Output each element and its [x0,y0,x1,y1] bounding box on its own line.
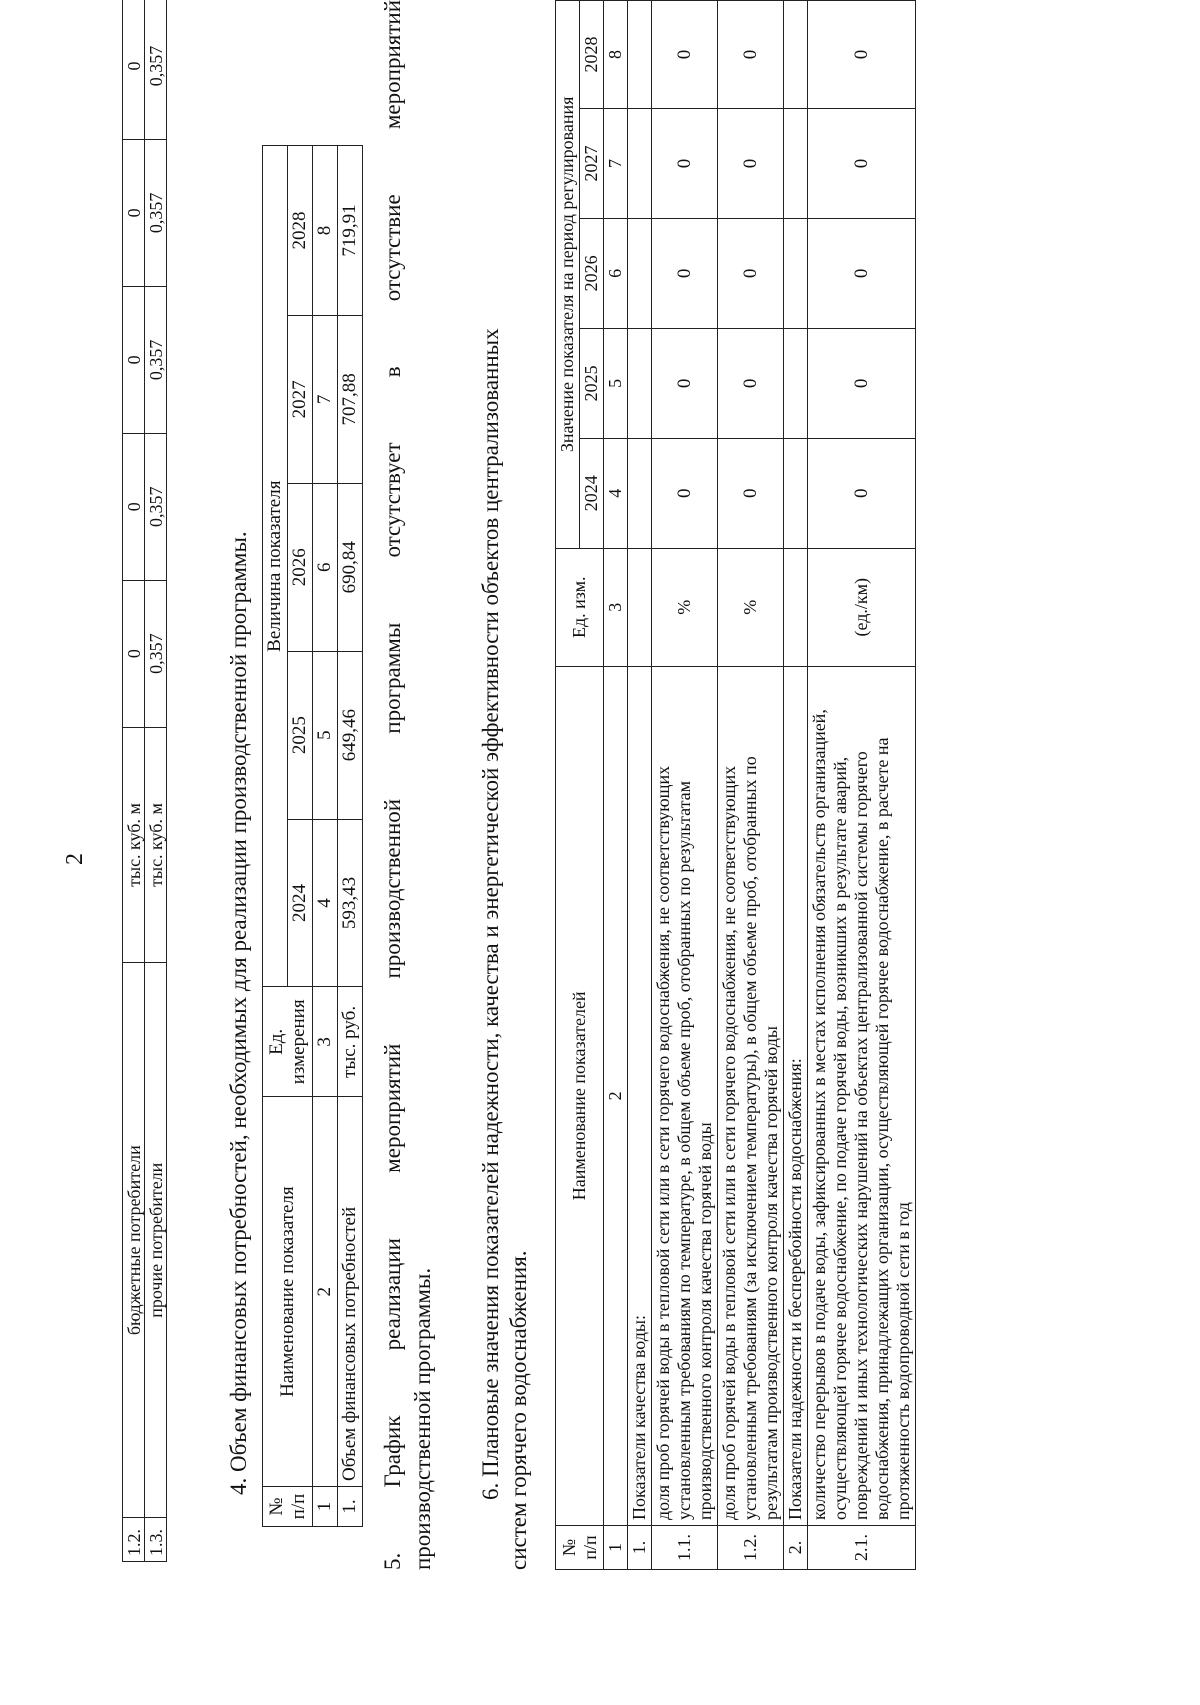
column-index: 1 [604,1526,628,1570]
row-name: Объем финансовых потребностей [338,1097,363,1487]
indicator-value: 0 [808,109,916,219]
empty-cell [784,218,808,328]
column-index: 1 [313,1487,338,1527]
column-index: 6 [313,483,338,651]
row-value: 0 [123,139,145,286]
col-unit-header: Ед. измерения [263,987,313,1097]
empty-cell [628,109,652,219]
year-header: 2026 [288,483,313,651]
value-2024: 593,43 [338,819,363,987]
column-index: 2 [313,1097,338,1487]
indicator-value: 0 [718,438,784,548]
year-header: 2025 [288,651,313,819]
indicator-value: 0 [718,218,784,328]
empty-cell [784,438,808,548]
year-header: 2024 [288,819,313,987]
section-title: Показатели качества воды: [628,666,652,1525]
column-index: 7 [313,315,338,483]
col-name-header: Наименование показателей [556,666,604,1525]
row-num: 1.2. [718,1526,784,1570]
value-2025: 649,46 [338,651,363,819]
indicator-value: 0 [652,218,718,328]
empty-cell [628,218,652,328]
row-num: 1. [338,1487,363,1527]
table-row [338,146,363,1527]
empty-cell [628,548,652,666]
value-2026: 690,84 [338,483,363,651]
indicator-value: 0 [808,1,916,109]
volume-table [122,0,167,1562]
column-index: 6 [604,218,628,328]
column-index: 3 [604,548,628,666]
column-index: 2 [604,666,628,1525]
row-value: 0,357 [145,433,167,580]
indicator-value: 0 [718,1,784,109]
table-row [123,0,145,1562]
value-2028: 719,91 [338,146,363,316]
indicators-table [555,0,916,1570]
indicator-unit: % [652,548,718,666]
financial-needs-table [262,145,363,1527]
row-value: 0,357 [145,0,167,139]
indicator-value: 0 [652,328,718,438]
indicator-value: 0 [718,109,784,219]
row-value: 0,357 [145,139,167,286]
empty-cell [784,328,808,438]
row-unit: тыс. руб. [338,987,363,1097]
table-row [718,1,784,1570]
indicator-value: 0 [652,438,718,548]
row-name: бюджетные потребители [123,963,145,1518]
col-name-header: Наименование показателя [263,1097,313,1487]
section-5-line-1: 5. График реализации мероприятий производственной программы отсутствует в отсутствие мероприятий [380,0,405,1570]
column-index: 7 [604,109,628,219]
indicator-value: 0 [652,1,718,109]
column-index: 4 [604,438,628,548]
row-value: 0 [123,0,145,139]
row-num: 2. [784,1526,808,1570]
year-header: 2025 [580,328,604,438]
col-num-header: № п/п [556,1526,604,1570]
row-unit: тыс. куб. м [145,727,167,963]
row-num: 1.3. [145,1518,167,1562]
indicator-unit: % [718,548,784,666]
value-group-header: Значение показателя на период регулирования [556,1,580,549]
section-4-heading: 4. Объем финансовых потребностей, необходимых для реализации производственной программы. [226,531,251,1495]
column-index: 8 [313,146,338,316]
row-value: 0 [123,433,145,580]
indicator-value: 0 [808,438,916,548]
indicator-value: 0 [808,328,916,438]
year-header: 2024 [580,438,604,548]
indicator-unit: (ед./км) [808,548,916,666]
year-header: 2028 [288,146,313,316]
column-index: 8 [604,1,628,109]
section-6-line-2: систем горячего водоснабжения. [506,1250,531,1570]
column-index: 5 [313,651,338,819]
year-header: 2026 [580,218,604,328]
row-value: 0 [123,286,145,433]
row-num: 1.1. [652,1526,718,1570]
row-unit: тыс. куб. м [123,727,145,963]
col-unit-header: Ед. изм. [556,548,604,666]
empty-cell [784,109,808,219]
indicator-value: 0 [652,109,718,219]
value-2027: 707,88 [338,315,363,483]
table-row [808,1,916,1570]
row-num: 1.2. [123,1518,145,1562]
empty-cell [784,548,808,666]
row-value: 0 [123,580,145,727]
page-number: 2 [62,853,88,865]
column-index: 3 [313,987,338,1097]
year-header: 2027 [580,109,604,219]
indicator-value: 0 [718,328,784,438]
section-6-line-1: 6. Плановые значения показателей надежности, качества и энергетической эффективности объектов централизованных [478,328,503,1500]
col-num-header: № п/п [263,1487,313,1527]
section-row [628,1,652,1570]
section-row [784,1,808,1570]
row-num: 2.1. [808,1526,916,1570]
value-group-header: Величина показателя [263,146,288,987]
indicator-name: доля проб горячей воды в тепловой сети или в сети горячего водоснабжения, не соответствующих установленным требованиям по температуре, в общем объеме проб, отобранных по результатам производственного контроля качества горячей воды [652,666,718,1525]
indicator-name: количество перерывов в подаче воды, зафиксированных в местах исполнения обязательств организацией, осуществляющей горячее водоснабжение, по подаче горячей воды, возникших в результате аварий, повреждений и иных технологических нарушений на объектах централизованной системы горячего водоснабжения, принадлежащих организации, осуществляющей горячее водоснабжение, в расчете на протяженность водопроводной сети в год [808,666,916,1525]
row-value: 0,357 [145,580,167,727]
empty-cell [628,328,652,438]
indicator-name: доля проб горячей воды в тепловой сети или в сети горячего водоснабжения, не соответствующих установленным требованиям (за исключением температуры), в общем объеме проб, отобранных по результатам производственного контроля качества горячей воды [718,666,784,1525]
column-index: 5 [604,328,628,438]
column-index: 4 [313,819,338,987]
empty-cell [784,1,808,109]
empty-cell [628,1,652,109]
table-row [652,1,718,1570]
table-row [145,0,167,1562]
year-header: 2027 [288,315,313,483]
year-header: 2028 [580,1,604,109]
row-name: прочие потребители [145,963,167,1518]
indicator-value: 0 [808,218,916,328]
section-5-line-2: производственной программы. [410,1267,435,1570]
row-num: 1. [628,1526,652,1570]
empty-cell [628,438,652,548]
row-value: 0,357 [145,286,167,433]
section-title: Показатели надежности и бесперебойности водоснабжения: [784,666,808,1525]
